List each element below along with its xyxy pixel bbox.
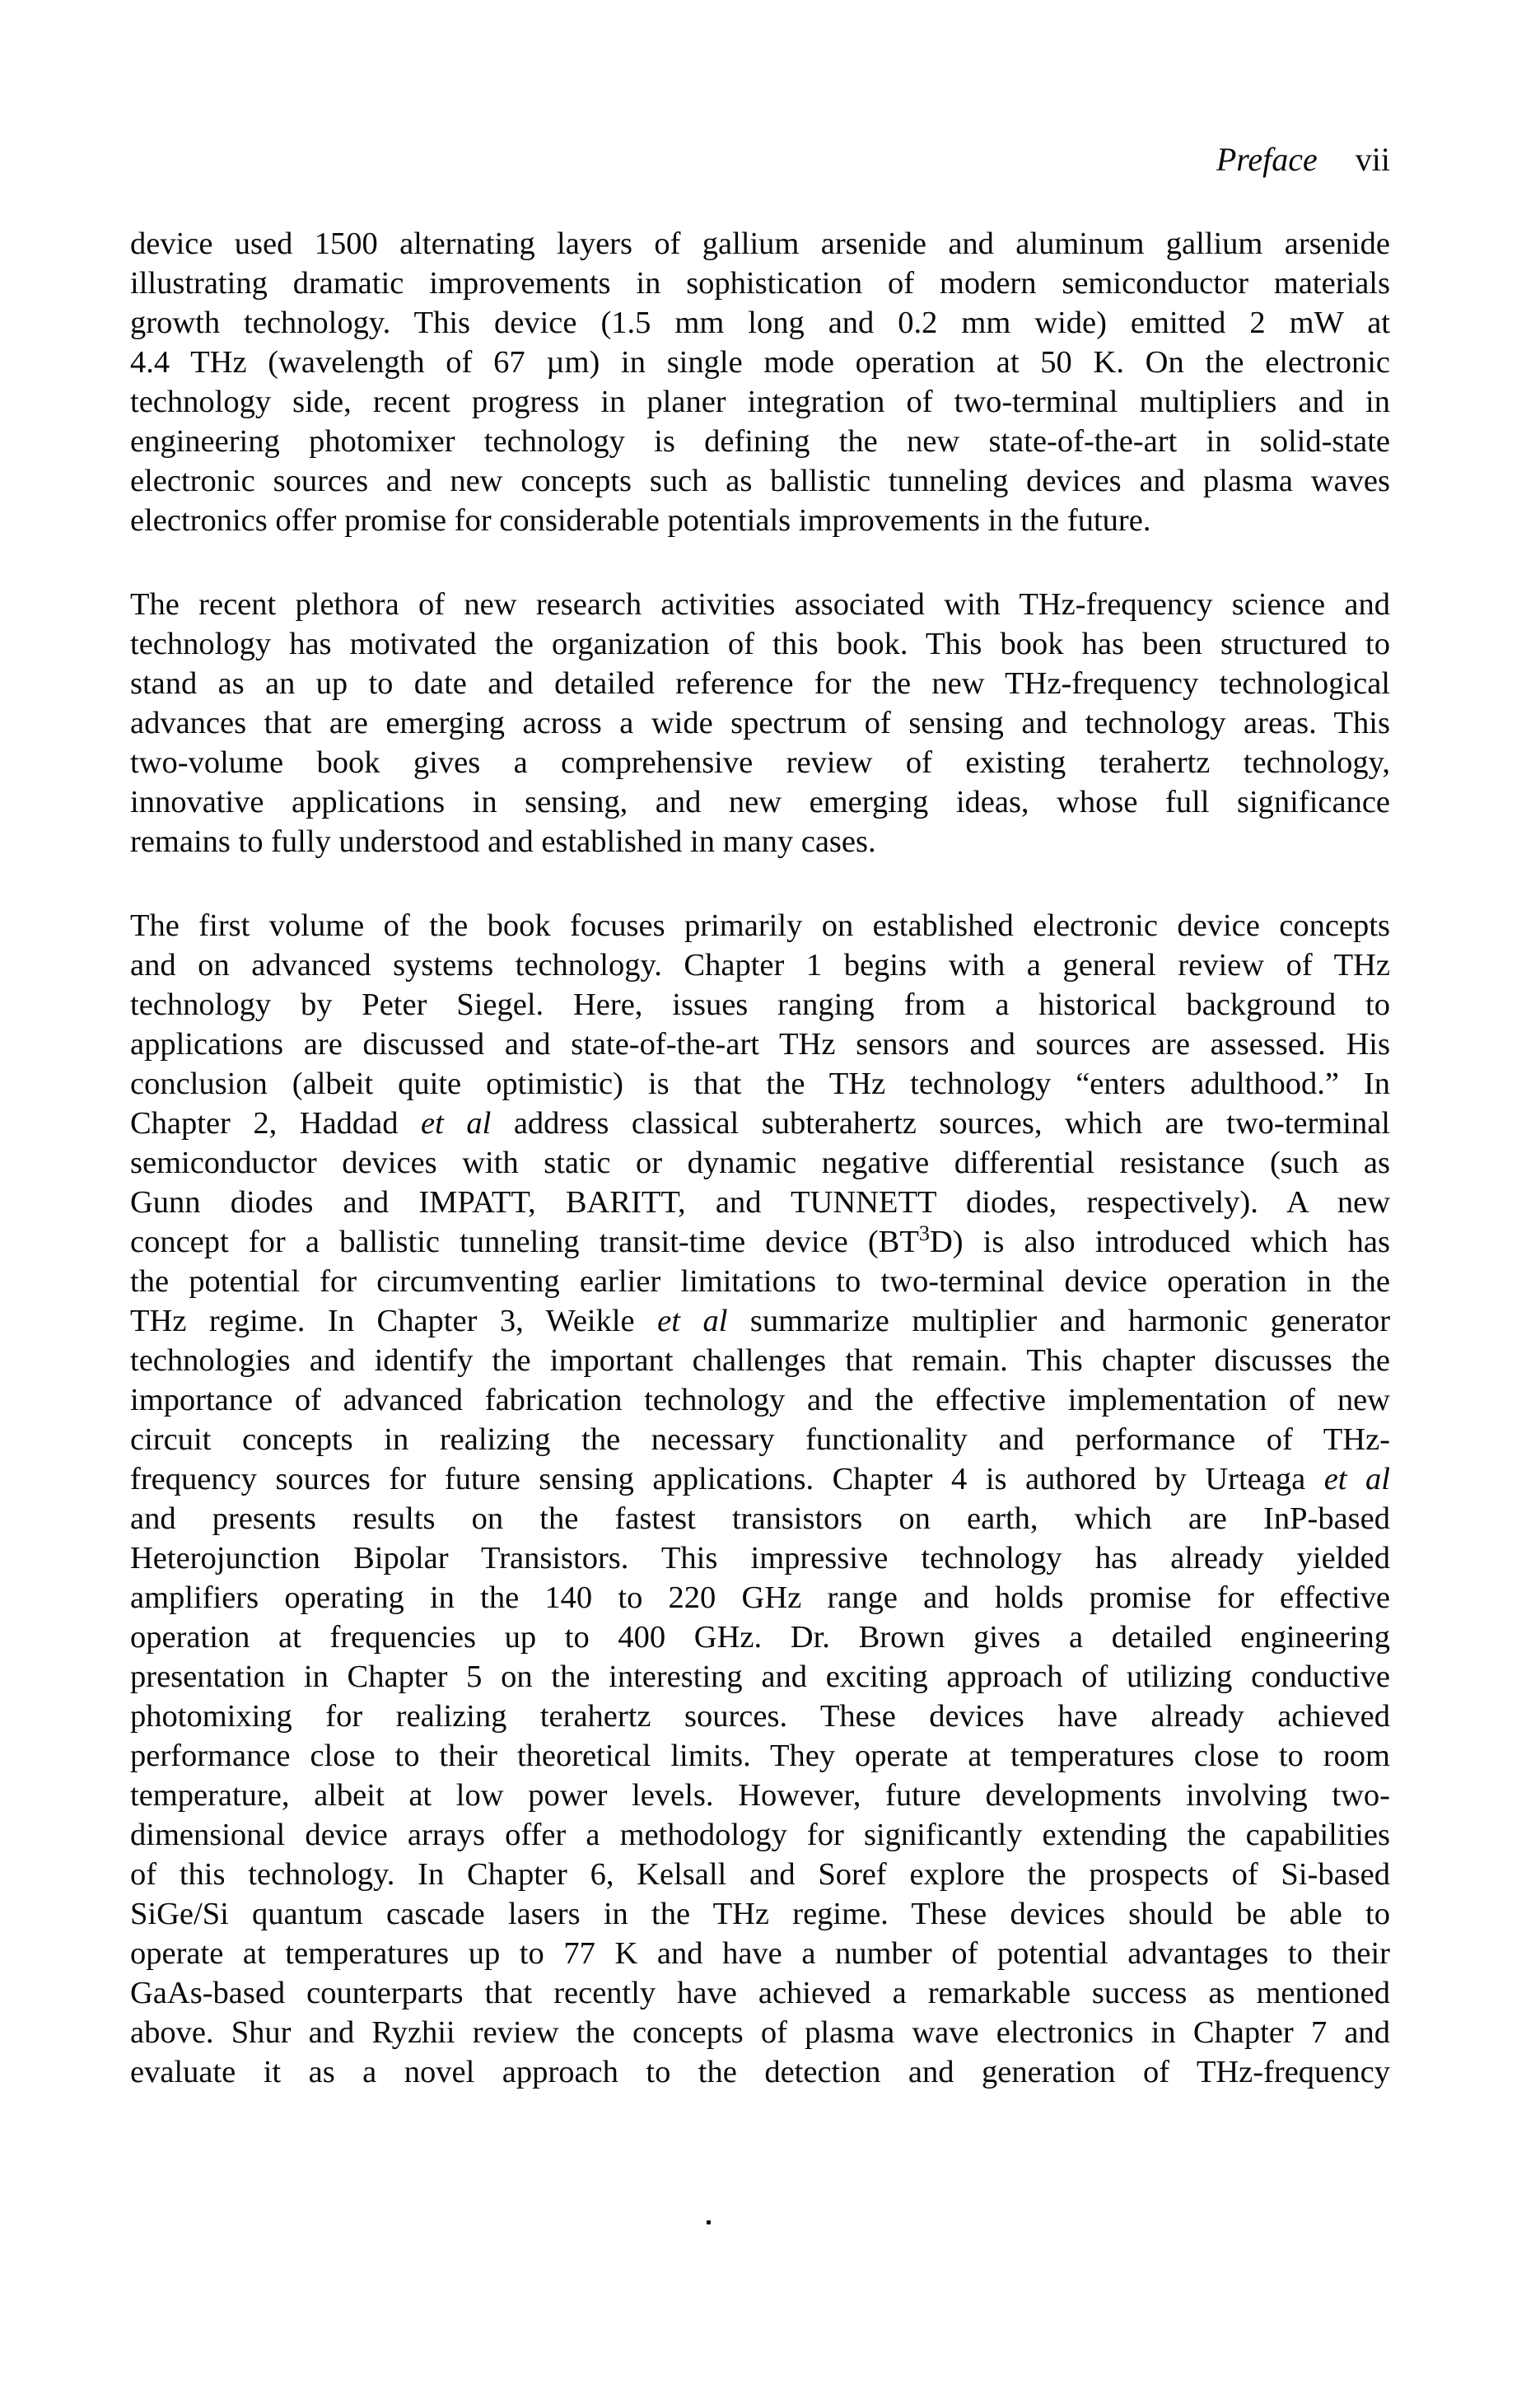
text-line: amplifiers operating in the 140 to 220 GHz range and holds promise for effective [130,1580,1390,1615]
text-line: and on advanced systems technology. Chapter 1 begins with a general review of THz [130,948,1390,983]
text-line: importance of advanced fabrication technology and the effective implementation of new [130,1383,1390,1417]
text-line: advances that are emerging across a wide spectrum of sensing and technology areas. This [130,706,1390,740]
text-line: SiGe/Si quantum cascade lasers in the THz regime. These devices should be able to [130,1897,1390,1931]
text-line: electronic sources and new concepts such as ballistic tunneling devices and plasma waves [130,464,1390,498]
text-line: Heterojunction Bipolar Transistors. This impressive technology has already yielded [130,1541,1390,1575]
text-line: technology by Peter Siegel. Here, issues ranging from a historical background to [130,987,1390,1022]
text-line: growth technology. This device (1.5 mm long and 0.2 mm wide) emitted 2 mW at [130,306,1390,340]
text-line: conclusion (albeit quite optimistic) is that the THz technology “enters adulthood.” In [130,1067,1390,1101]
text-line: device used 1500 alternating layers of gallium arsenide and aluminum gallium arsenide [130,226,1390,261]
text-line: stand as an up to date and detailed reference for the new THz-frequency technological [130,666,1390,701]
text-line: illustrating dramatic improvements in sophistication of modern semiconductor materials [130,266,1390,301]
text-line: THz regime. In Chapter 3, Weikle et al summarize multiplier and harmonic generator [130,1304,1391,1338]
text-line: technologies and identify the important challenges that remain. This chapter discusses the [130,1343,1390,1378]
text-line: semiconductor devices with static or dynamic negative differential resistance (such as [130,1146,1390,1180]
paragraph [130,585,1390,861]
text-line: dimensional device arrays offer a methodology for significantly extending the capabilities [130,1818,1390,1852]
text-line: innovative applications in sensing, and new emerging ideas, whose full significance [130,785,1390,819]
page-header [130,140,1390,180]
text-line: photomixing for realizing terahertz sources. These devices have already achieved [130,1699,1390,1734]
text-line: and presents results on the fastest transistors on earth, which are InP-based [130,1501,1390,1536]
text-line: GaAs-based counterparts that recently have achieved a remarkable success as mentioned [130,1976,1390,2010]
text-line: Chapter 2, Haddad et al address classical subterahertz sources, which are two-terminal [130,1106,1390,1141]
text-line: The recent plethora of new research activities associated with THz-frequency science and [130,587,1390,622]
text-line: operation at frequencies up to 400 GHz. Dr. Brown gives a detailed engineering [130,1620,1390,1655]
text-line: presentation in Chapter 5 on the interesting and exciting approach of utilizing conductive [130,1659,1390,1694]
text-line: applications are discussed and state-of-the-art THz sensors and sources are assessed. His [130,1027,1390,1062]
text-line: remains to fully understood and established in many cases. [130,824,876,859]
text-line: technology has motivated the organization of this book. This book has been structured to [130,627,1390,661]
text-line: operate at temperatures up to 77 K and have a number of potential advantages to their [130,1936,1390,1971]
text-line: concept for a ballistic tunneling transit-time device $(BT^3D)$ is also introduced which has [130,1221,1391,1259]
text-line: frequency sources for future sensing applications. Chapter 4 is authored by Urteaga et al [130,1462,1390,1496]
text-line: technology side, recent progress in planer integration of two-terminal multipliers and in [130,385,1390,419]
text-line: engineering photomixer technology is defining the new state-of-the-art in solid-state [130,424,1390,459]
text-line: Gunn diodes and IMPATT, BARITT, and TUNNETT diodes, respectively). A new [130,1185,1390,1220]
page-number: vii [1355,141,1390,178]
text-line: the potential for circumventing earlier limitations to two-terminal device operation in the [130,1264,1390,1299]
paragraph [130,906,1390,2092]
text-line: 4.4 THz (wavelength of 67 µm) in single mode operation at 50 K. On the electronic [130,345,1390,380]
text-line: evaluate it as a novel approach to the detection and generation of THz-frequency [130,2055,1390,2089]
scan-speck-artifact [707,2220,711,2224]
paragraph [130,224,1390,540]
text-line: electronics offer promise for considerable potentials improvements in the future. [130,503,1151,538]
text-line: of this technology. In Chapter 6, Kelsall and Soref explore the prospects of Si-based [130,1857,1390,1892]
text-line: temperature, albeit at low power levels. However, future developments involving two- [130,1778,1390,1813]
text-line: two-volume book gives a comprehensive review of existing terahertz technology, [130,745,1390,780]
text-line: The first volume of the book focuses primarily on established electronic device concepts [130,908,1390,943]
text-line: above. Shur and Ryzhii review the concepts of plasma wave electronics in Chapter 7 and [130,2015,1390,2050]
preface-title: Preface [1216,141,1318,178]
text-line: circuit concepts in realizing the necessary functionality and performance of THz- [130,1422,1390,1457]
text-line: performance close to their theoretical limits. They operate at temperatures close to room [130,1739,1390,1773]
preface-body [130,224,1390,2092]
